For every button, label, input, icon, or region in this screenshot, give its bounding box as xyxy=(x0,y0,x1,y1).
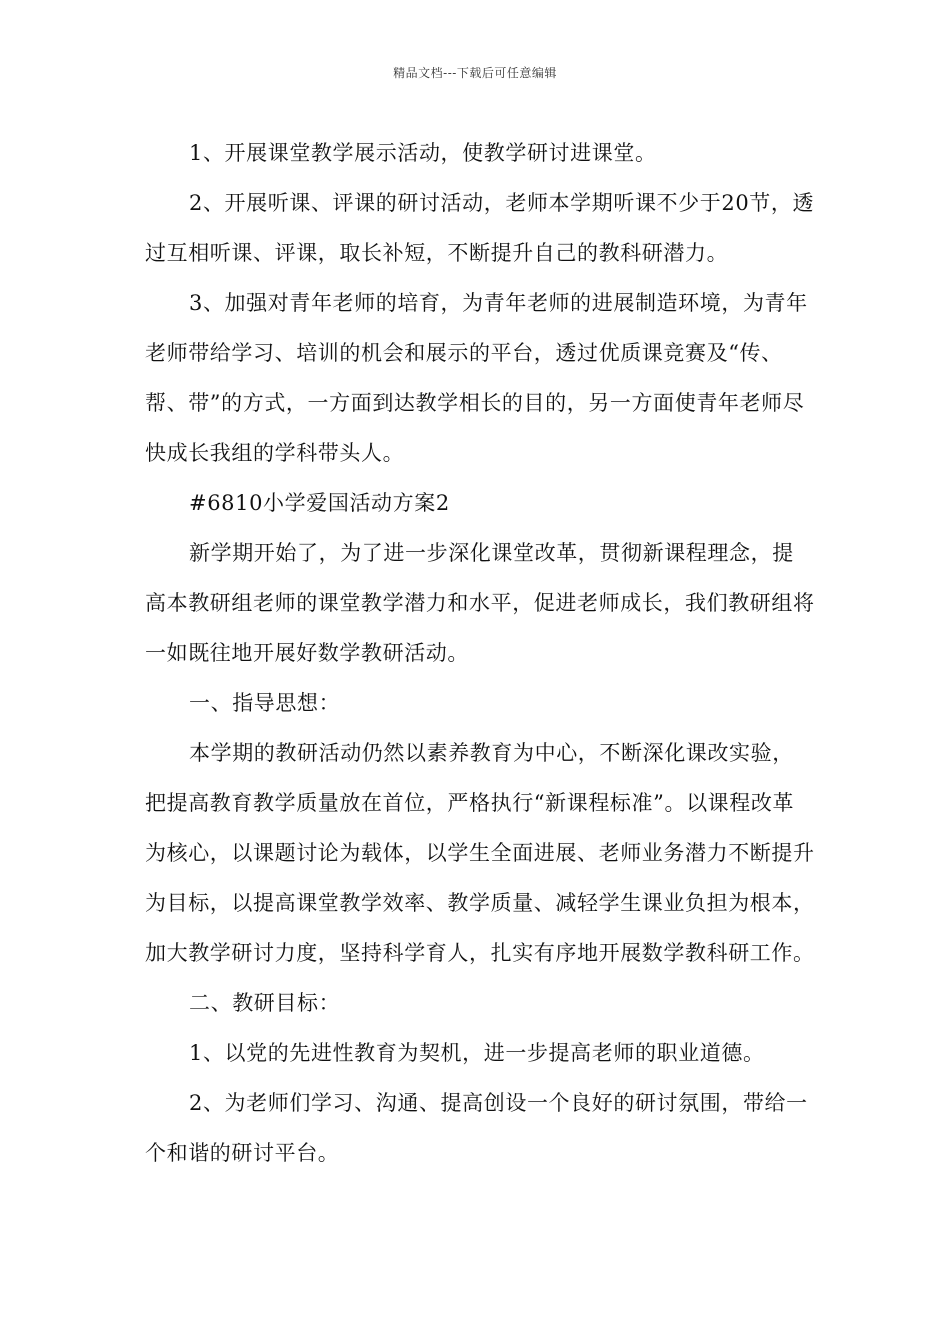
paragraph-2: 2、开展听课、评课的研讨活动，老师本学期听课不少于20节，透过互相听课、评课，取长补短，不断提升自己的教科研潜力。 xyxy=(145,191,815,265)
paragraph-3: 3、加强对青年老师的培育，为青年老师的进展制造环境，为青年老师带给学习、培训的机会和展示的平台，透过优质课竞赛及“传、帮、带”的方式，一方面到达教学相长的目的，另一方面使青年老师尽快成长我组的学科带头人。 xyxy=(145,291,808,465)
paragraph-1: 1、开展课堂教学展示活动，使教学研讨进课堂。 xyxy=(189,141,657,165)
goal-item-2: 2、为老师们学习、沟通、提高创设一个良好的研讨氛围，带给一个和谐的研讨平台。 xyxy=(145,1091,808,1165)
page-header: 精品文档---下载后可任意编辑 xyxy=(393,66,557,80)
document-body xyxy=(145,128,815,1178)
heading-research-goals: 二、教研目标： xyxy=(189,991,341,1015)
goal-item-1: 1、以党的先进性教育为契机，进一步提高老师的职业道德。 xyxy=(189,1041,765,1065)
heading-guiding-thought: 一、指导思想： xyxy=(189,691,341,715)
paragraph-intro: 新学期开始了，为了进一步深化课堂改革，贯彻新课程理念，提高本教研组老师的课堂教学潜力和水平，促进老师成长，我们教研组将一如既往地开展好数学教研活动。 xyxy=(145,541,815,665)
section-title: #6810小学爱国活动方案2 xyxy=(189,491,450,515)
paragraph-guiding-thought: 本学期的教研活动仍然以素养教育为中心，不断深化课改实验，把提高教育教学质量放在首位，严格执行“新课程标准”。以课程改革为核心，以课题讨论为载体，以学生全面进展、老师业务潜力不断提升为目标，以提高课堂教学效率、教学质量、减轻学生课业负担为根本，加大教学研讨力度，坚持科学育人，扎实有序地开展数学教科研工作。 xyxy=(145,741,815,965)
